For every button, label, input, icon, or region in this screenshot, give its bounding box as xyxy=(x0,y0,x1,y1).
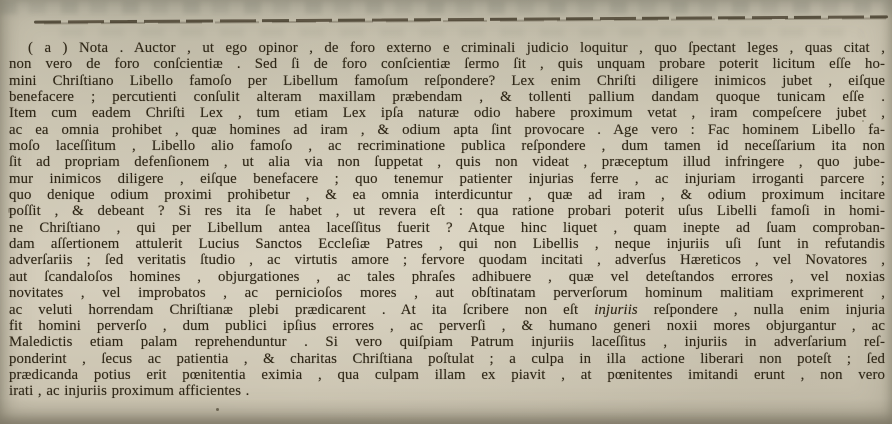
text-line: non vero de foro conſcientiæ . Sed ſi de foro conſcientiæ ſermo ſit , quis unquam probare poterit licitum eſſe ho- xyxy=(9,56,885,73)
text-line: novitates , vel improbatos , ac pernicioſos mores , aut obſtinatam perverſorum hominum malitiam exprimerent , xyxy=(9,285,885,302)
ink-bleed-through xyxy=(60,28,862,37)
section-divider-rule xyxy=(34,14,888,25)
text-line: poſſit , & debeant ? Si res ita ſe habet , ut revera eſt : qua ratione probari poterit uſus Libelli famoſi in homi- xyxy=(9,203,885,220)
text-line: ſit ad propriam defenſionem , ut alia via non ſuppetat , quis non videat , præceptum illud infringere , quo jube- xyxy=(9,154,885,171)
text-line: moſo laceſſitum , Libello alio famoſo , ac recriminatione publica reſpondere , dum tamen id neceſſarium ita non xyxy=(9,138,885,155)
text-line: adverſariis ; ſed veritatis ſtudio , ac virtutis amore ; fervore quodam incitati , adverſus Hæreticos , vel Novatores , xyxy=(9,252,885,269)
text-line: irati , ac injuriis proximum afficientes . xyxy=(9,383,250,400)
paper-speck xyxy=(8,208,10,213)
paper-speck xyxy=(216,408,219,411)
text-line: ac ea omnia prohibet , quæ homines ad iram , & odium apta ſint provocare . Age vero : Fac hominem Libello fa- xyxy=(9,121,885,138)
text-line: ( a ) Nota . Auctor , ut ego opinor , de foro externo e criminali judicio loquitur , quo ſpectant leges , quas citat , xyxy=(28,40,885,56)
ink-bleed-through xyxy=(0,1,892,14)
text-segment: reſpondere , nulla enim injuria xyxy=(637,301,885,318)
text-line: Item cum eadem Chriſti Lex , tum etiam Lex ipſa naturæ odio habere proximum vetat , iram compeſcere jubet , xyxy=(9,105,885,122)
text-line: prædicanda potius erit pœnitentia eximia , qua culpam illam ex piavit , at pœnitentes imitandi erunt , non vero xyxy=(9,366,885,383)
text-line: dam aſſertionem attulerit Lucius Sanctos Eccleſiæ Patres , qui non Libellis , neque injuriis uſi ſunt in refutandis xyxy=(9,236,885,253)
text-line: aut ſcandaloſos homines , objurgationes , ac tales phraſes adhibuere , quæ vel deteſtandos errores , vel noxias xyxy=(9,268,885,285)
text-segment: ac veluti horrendam Chriſtianæ plebi prædicarent . At ita ſcribere non eſt xyxy=(9,301,595,318)
paper-speck xyxy=(862,120,864,122)
text-line: Maledictis etiam palam reprehenduntur . Si vero quiſpiam Patrum injuriis laceſſitus , injuriis in adverſarium reſ- xyxy=(9,334,885,351)
text-line: mur inimicos diligere , eiſque benefacere ; quo tenemur patienter injurias ferre , ac injuriam irroganti parcere ; xyxy=(9,170,885,187)
text-line: ponderint , ſecus ac patientia , & charitas Chriſtiana poſtulat ; a culpa in illa actione liberari non poteſt ; ſed xyxy=(9,350,885,367)
footnote-paragraph xyxy=(9,40,885,400)
text-line xyxy=(9,302,885,318)
text-line: benefacere ; percutienti conſulit alteram maxillam præbendam , & tollenti pallium dandam quoque tunicam eſſe . xyxy=(9,89,885,106)
text-line: fit homini perverſo , dum publici ipſius errores , ac perverſi , & humano generi noxii mores objurgantur , ac xyxy=(9,317,885,334)
text-line: ne Chriſtiano , qui per Libellum antea laceſſitus fuerit ? Atque hinc liquet , quam inepte ad ſuam comproban- xyxy=(9,219,885,236)
italic-word: injuriis xyxy=(594,301,638,318)
text-line: quo denique odium proximi prohibetur , & ea omnia interdicuntur , quæ ad iram , & odium proximum incitare xyxy=(9,187,885,204)
text-line: mini Chriſtiano Libello famoſo per Libellum famoſum reſpondere? Lex enim Chriſti diligere inimicos jubet , eiſque xyxy=(9,72,885,89)
